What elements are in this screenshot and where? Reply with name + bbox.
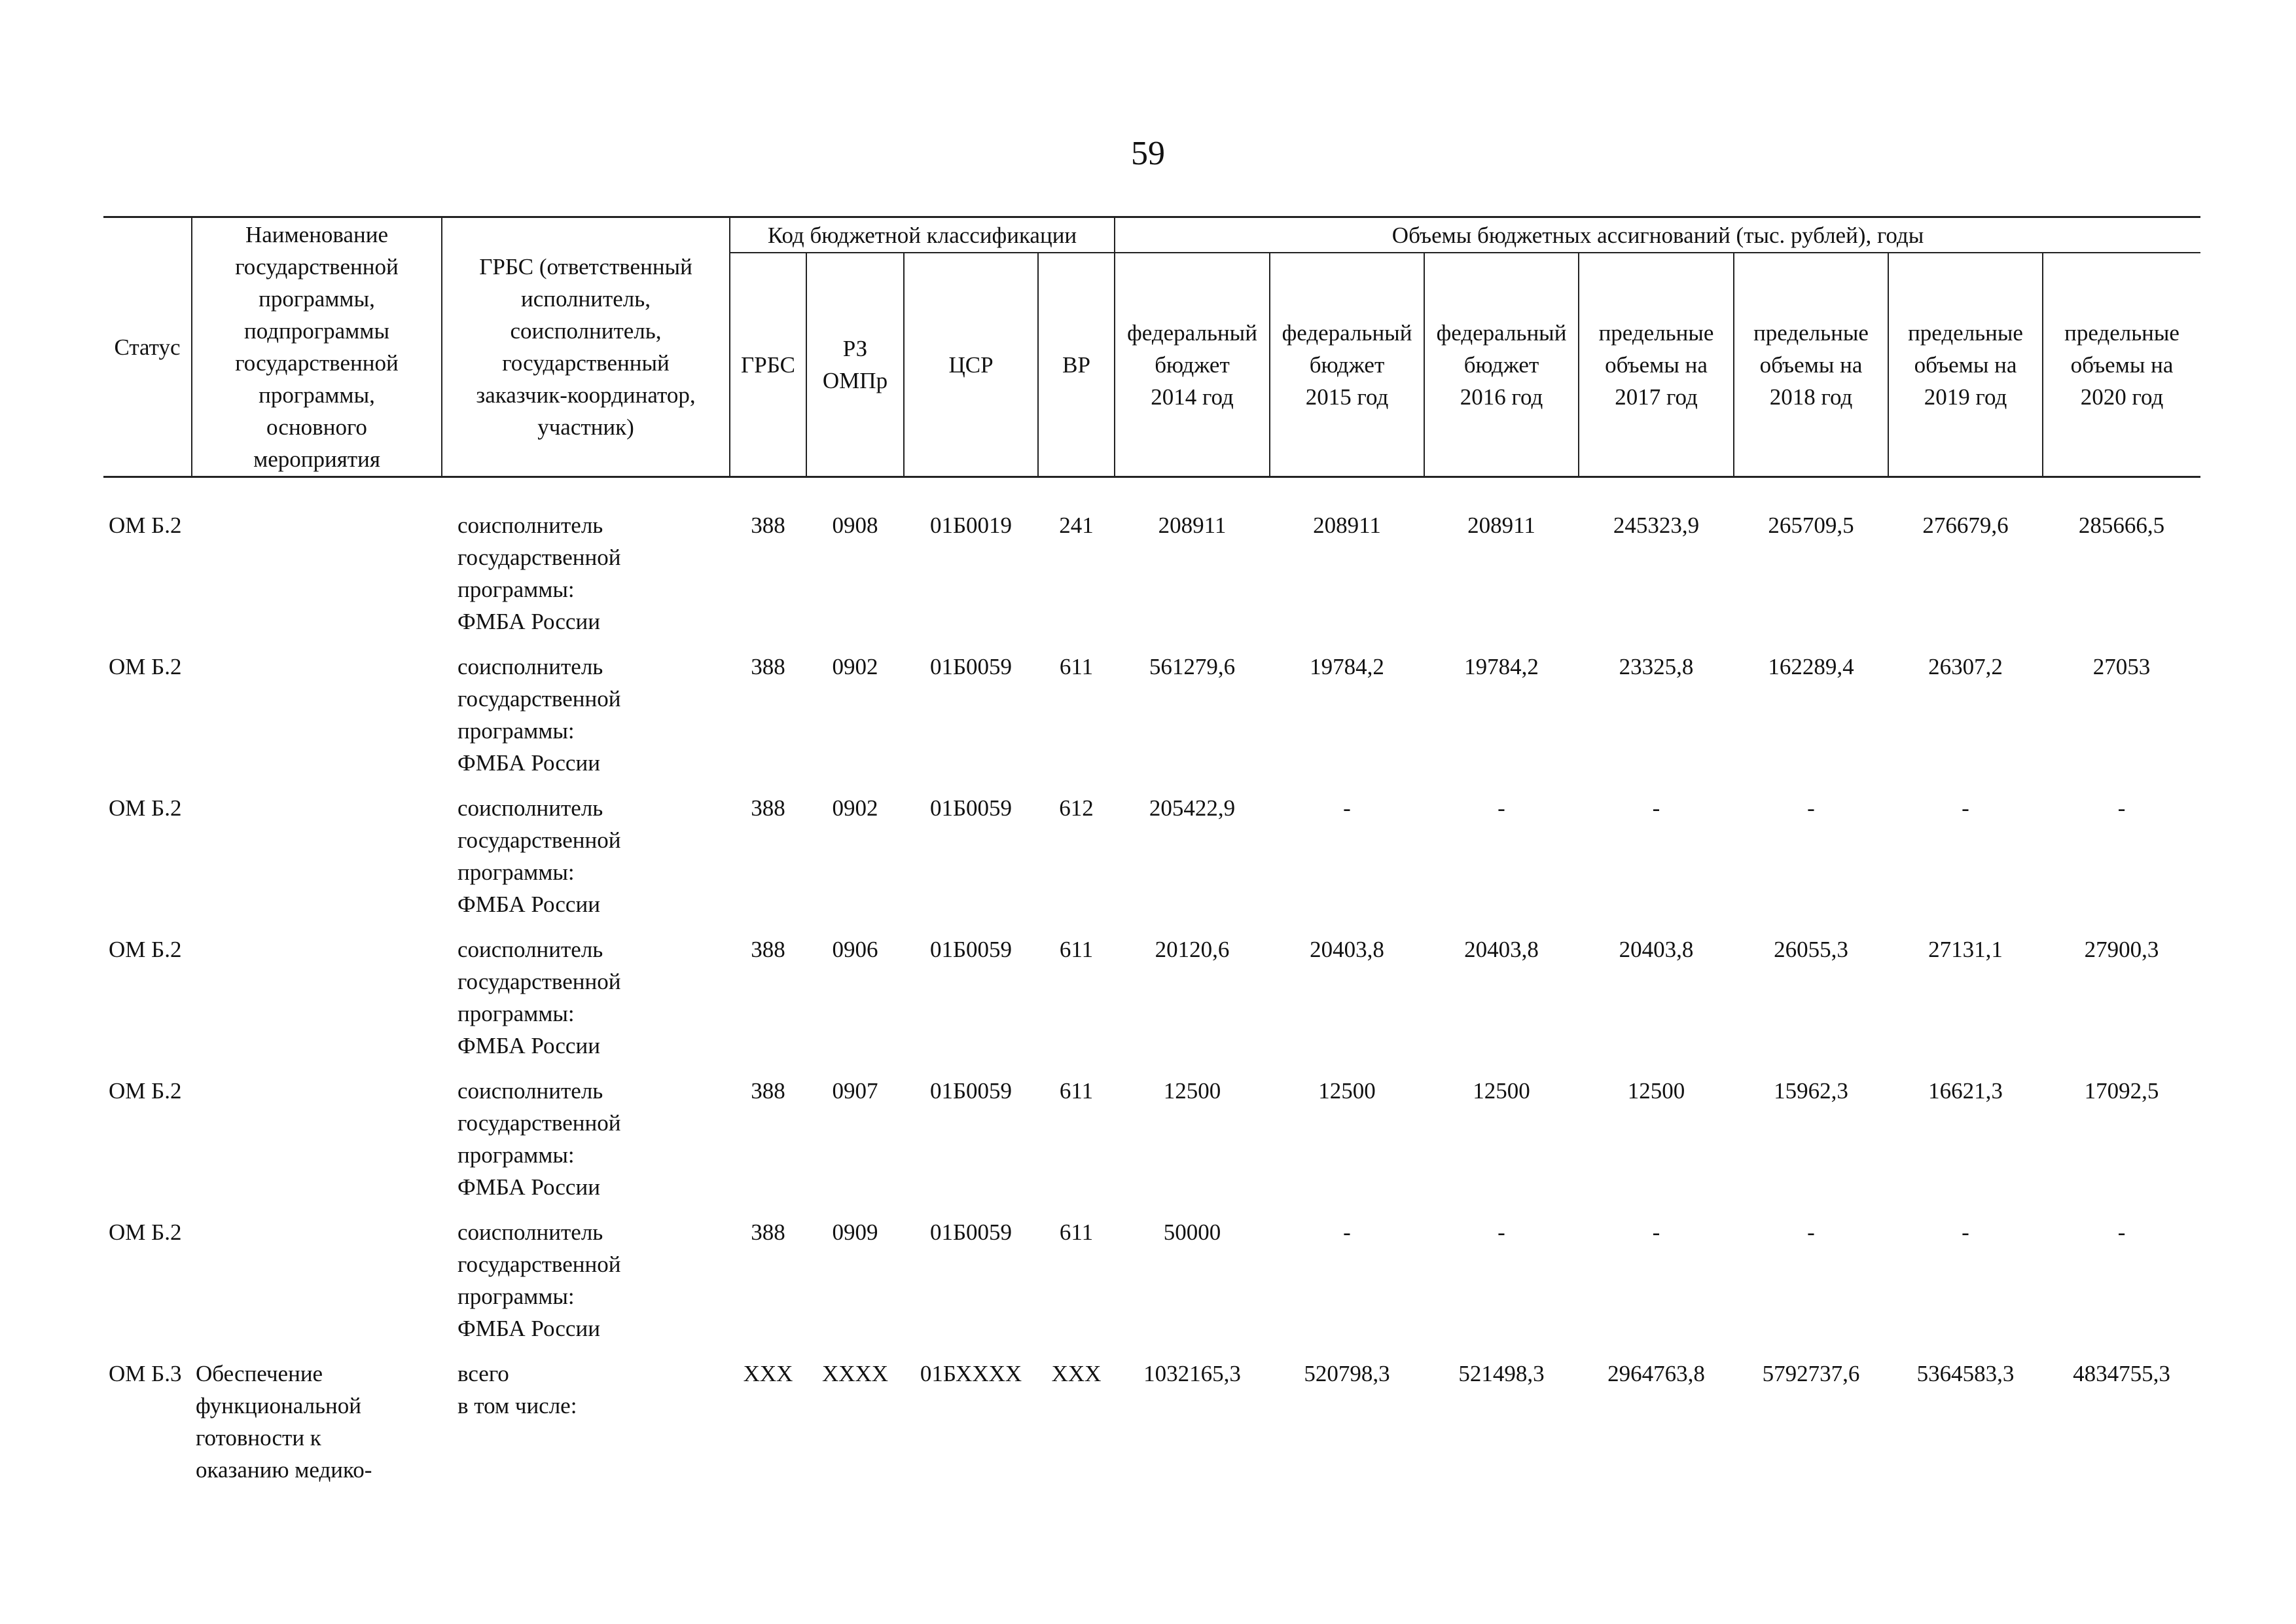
cell-name [192,933,442,1075]
cell-value-2015: 12500 [1318,1078,1376,1104]
cell-vr: 611 [1059,1219,1094,1245]
cell-vr: 611 [1059,654,1094,679]
cell-value-2019: - [1962,1219,1969,1245]
cell-value-2017: - [1652,1219,1660,1245]
cell-value-2018: 162289,4 [1768,654,1854,679]
cell-name [192,509,442,651]
table-row [103,509,2200,651]
cell-grbs: ХХХ [743,1361,793,1386]
cell-csr: 01Б0059 [929,937,1013,962]
cell-value-2018: - [1807,1219,1815,1245]
header-year-2014: федеральный бюджет 2014 год [1115,253,1270,477]
cell-value-2020: 4834755,3 [2073,1361,2170,1386]
header-code-csr: ЦСР [904,253,1038,477]
cell-grbs: 388 [751,1078,785,1104]
cell-value-2014: 50000 [1163,1219,1221,1245]
cell-csr: 01БХХХХ [920,1361,1022,1386]
cell-rz: 0902 [832,654,878,679]
cell-rz: 0902 [832,795,878,821]
cell-status: ОМ Б.2 [109,1078,182,1104]
cell-value-2017: 20403,8 [1619,937,1694,962]
cell-value-2016: 20403,8 [1464,937,1539,962]
cell-value-2018: 5792737,6 [1762,1361,1860,1386]
header-status: Статус [103,217,192,477]
cell-value-2014: 1032165,3 [1143,1361,1241,1386]
header-year-2017: предельные объемы на 2017 год [1579,253,1734,477]
cell-rz: ХХХХ [821,1361,889,1386]
cell-value-2020: 27900,3 [2084,937,2159,962]
cell-value-2020: 285666,5 [2078,513,2165,538]
cell-value-2019: - [1962,795,1969,821]
cell-grbs-role: всего в том числе: [457,1361,577,1418]
body-spacer [103,477,2200,510]
cell-name [192,1075,442,1216]
cell-value-2016: 12500 [1473,1078,1530,1104]
header-year-2020: предельные объемы на 2020 год [2043,253,2200,477]
cell-rz: 0909 [832,1219,878,1245]
cell-grbs: 388 [751,654,785,679]
cell-value-2015: 520798,3 [1304,1361,1390,1386]
cell-name: Обеспечение функциональной готовности к оказанию медико- [196,1361,372,1483]
table-row [103,1216,2200,1358]
cell-grbs: 388 [751,795,785,821]
cell-rz: 0907 [832,1078,878,1104]
cell-value-2016: 208911 [1467,513,1535,538]
header-code-group: Код бюджетной классификации [730,217,1115,253]
table-row [103,1075,2200,1216]
cell-status: ОМ Б.2 [109,937,182,962]
cell-value-2017: 23325,8 [1619,654,1694,679]
header-year-2019: предельные объемы на 2019 год [1888,253,2043,477]
cell-status: ОМ Б.2 [109,654,182,679]
cell-value-2020: 17092,5 [2084,1078,2159,1104]
cell-rz: 0908 [832,513,878,538]
header-year-2016: федеральный бюджет 2016 год [1424,253,1579,477]
cell-value-2017: 2964763,8 [1607,1361,1705,1386]
cell-value-2016: - [1498,795,1505,821]
cell-value-2016: 521498,3 [1458,1361,1545,1386]
cell-value-2016: 19784,2 [1464,654,1539,679]
cell-value-2015: - [1343,795,1351,821]
cell-csr: 01Б0019 [929,513,1013,538]
cell-value-2017: 12500 [1627,1078,1685,1104]
cell-name [192,1216,442,1358]
cell-value-2020: - [2117,1219,2126,1245]
cell-vr: 611 [1059,937,1094,962]
cell-vr: 241 [1059,513,1094,538]
cell-grbs: 388 [751,937,785,962]
cell-value-2019: 27131,1 [1928,937,2003,962]
cell-vr: ХХХ [1051,1361,1102,1386]
cell-value-2020: - [2117,795,2126,821]
cell-vr: 612 [1059,795,1094,821]
table-row [103,933,2200,1075]
cell-value-2014: 20120,6 [1155,937,1230,962]
cell-value-2018: - [1807,795,1815,821]
cell-csr: 01Б0059 [929,1219,1013,1245]
cell-value-2020: 27053 [2092,654,2151,679]
cell-grbs-role: соисполнитель государственной программы: ФМБА России [457,1078,621,1200]
cell-value-2018: 15962,3 [1774,1078,1848,1104]
cell-csr: 01Б0059 [929,795,1013,821]
header-name: Наименование государственной программы, подпрограммы государственной программы, основного мероприятия [192,217,442,477]
cell-name [192,651,442,792]
cell-grbs-role: соисполнитель государственной программы: ФМБА России [457,654,621,776]
cell-value-2019: 276679,6 [1922,513,2009,538]
cell-grbs-role: соисполнитель государственной программы: ФМБА России [457,1219,621,1341]
cell-value-2015: 19784,2 [1310,654,1384,679]
page-number: 59 [1131,135,1165,172]
cell-grbs-role: соисполнитель государственной программы: ФМБА России [457,513,621,634]
budget-table [103,216,2200,1502]
cell-value-2014: 561279,6 [1149,654,1236,679]
cell-grbs-role: соисполнитель государственной программы: ФМБА России [457,795,621,917]
cell-value-2014: 205422,9 [1149,795,1236,821]
table-row [103,792,2200,933]
header-code-grbs: ГРБС [730,253,806,477]
cell-name [192,792,442,933]
table-header [103,217,2200,477]
cell-value-2015: 208911 [1313,513,1381,538]
table-body [103,477,2200,1502]
header-year-2018: предельные объемы на 2018 год [1734,253,1888,477]
cell-csr: 01Б0059 [929,654,1013,679]
cell-value-2017: - [1652,795,1660,821]
cell-value-2019: 26307,2 [1928,654,2003,679]
header-volumes-group: Объемы бюджетных ассигнований (тыс. рублей), годы [1115,217,2200,253]
cell-value-2019: 5364583,3 [1916,1361,2015,1386]
cell-value-2018: 265709,5 [1768,513,1854,538]
cell-status: ОМ Б.2 [109,1219,182,1245]
table-row [103,1358,2200,1502]
cell-value-2017: 245323,9 [1613,513,1700,538]
table-row [103,651,2200,792]
header-code-rz: РЗ ОМПр [806,253,904,477]
cell-vr: 611 [1059,1078,1094,1104]
cell-rz: 0906 [832,937,878,962]
header-grbs-role: ГРБС (ответственный исполнитель, соисполнитель, государственный заказчик-координатор, участник) [442,217,730,477]
cell-value-2015: - [1343,1219,1351,1245]
cell-status: ОМ Б.2 [109,513,182,538]
cell-grbs-role: соисполнитель государственной программы: ФМБА России [457,937,621,1058]
cell-csr: 01Б0059 [929,1078,1013,1104]
cell-status: ОМ Б.3 [109,1361,182,1386]
header-year-2015: федеральный бюджет 2015 год [1270,253,1424,477]
cell-grbs: 388 [751,513,785,538]
cell-grbs: 388 [751,1219,785,1245]
cell-value-2014: 208911 [1158,513,1227,538]
cell-value-2016: - [1498,1219,1505,1245]
cell-status: ОМ Б.2 [109,795,182,821]
header-code-vr: ВР [1038,253,1115,477]
cell-value-2018: 26055,3 [1774,937,1848,962]
cell-value-2014: 12500 [1163,1078,1221,1104]
cell-value-2015: 20403,8 [1310,937,1384,962]
cell-value-2019: 16621,3 [1928,1078,2003,1104]
